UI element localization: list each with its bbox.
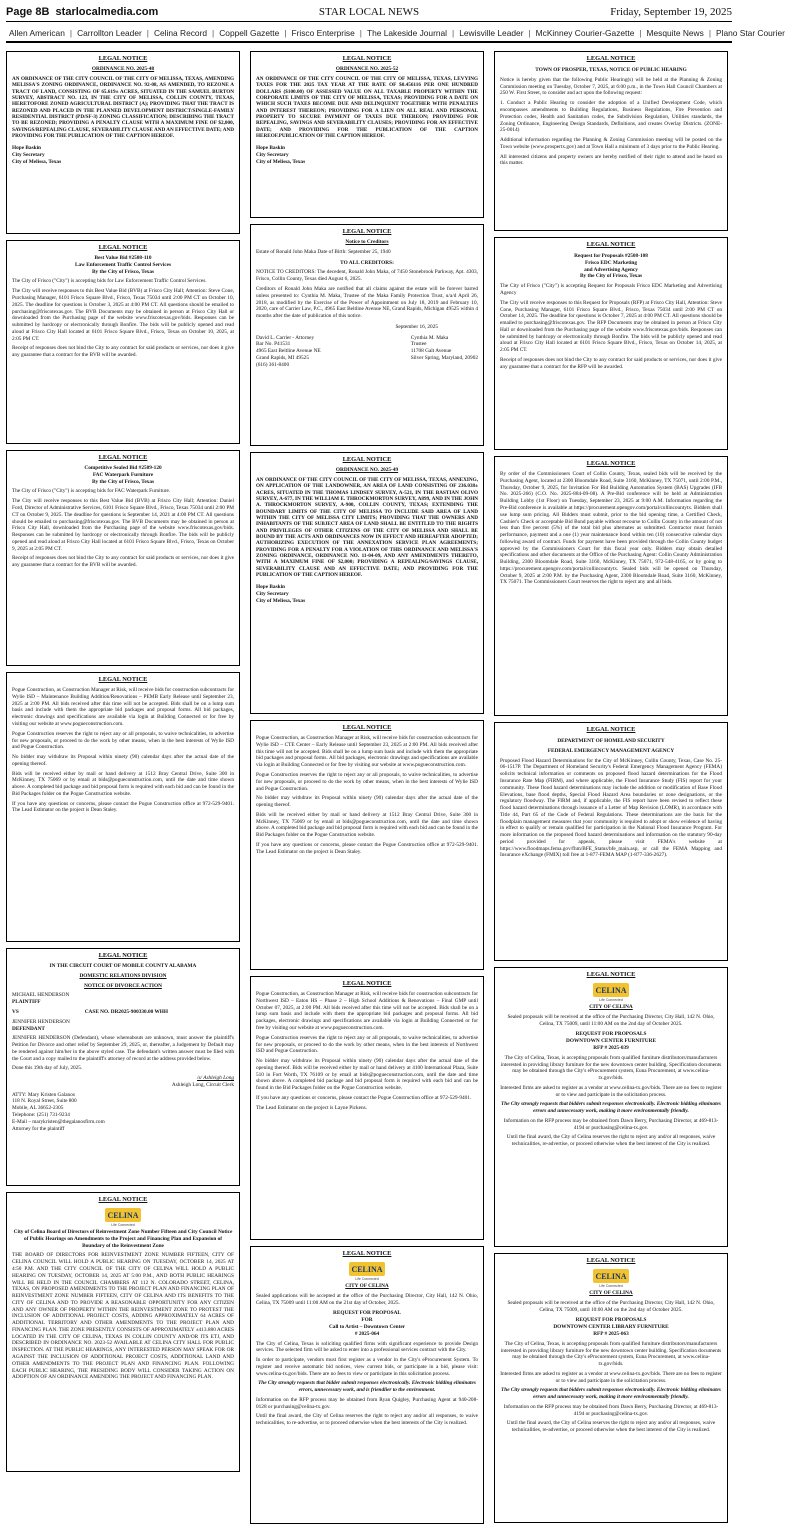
notice-heading: LEGAL NOTICE [342, 228, 392, 235]
notice-title: ORDINANCE NO. 2025-52 [335, 66, 399, 73]
paragraph: Information on the RFP process may be obtained from Dawn Berry, Purchasing Director, at 469-813-4194 or purchasing@celina-tx.gov. [503, 1403, 719, 1417]
rfp-line: REQUEST FOR PROPOSAL [333, 1310, 401, 1317]
paragraph: The City of Frisco ("City") is accepting bids for Law Enforcement Traffic Control Services. [12, 278, 207, 285]
notice-heading: LEGAL NOTICE [98, 676, 148, 683]
rfp-number: RFP # 2025-039 [593, 1045, 629, 1052]
notice-heading: LEGAL NOTICE [586, 460, 636, 467]
notice-title: TOWN OF PROSPER, TEXAS, NOTICE OF PUBLIC HEARING [535, 67, 687, 74]
attorney-line: 118 N. Royal Street, Suite 800 [12, 1098, 77, 1105]
clerk-name: Ashleigh Long, Circuit Clerk [171, 1081, 234, 1088]
paragraph: Additional information regarding the Planning & Zoning Commission meeting will be posted on the Town website (www.prospertx.gov) and at Town Hall a minimum of 3 days prior to the Public Hearing. [500, 137, 722, 150]
trustee-line: Silver Spring, Maryland, 20902 [410, 354, 478, 361]
paragraph: NOTICE TO CREDITORS: The decedent, Ronald John Maka, of 7450 Stonebrook Parkway, Apt. 4303, Frisco, Collin County, Texas died August 6, 2025. [256, 269, 478, 283]
rfp-line: DOWNTOWN CENTER LIBRARY FURNITURE [553, 1324, 669, 1331]
contact-blocks [256, 335, 478, 369]
column-middle [250, 51, 484, 1528]
rfp-title [256, 1310, 478, 1337]
attorney-line: E-Mail – marykristen@thegalanosfirm.com [12, 1118, 105, 1125]
signature [256, 145, 478, 165]
attorney-line: Grand Rapids, MI 49525 [256, 354, 309, 361]
rfp-number: RFP # 2025-063 [593, 1331, 629, 1338]
nav-item[interactable]: Celina Record [153, 27, 208, 38]
logo-tagline: Life Connected [355, 1277, 379, 1282]
signer-name: Hope Baskin [256, 145, 285, 152]
notice-heading: LEGAL NOTICE [342, 55, 392, 62]
notice-subtitle: Notice to Creditors [345, 239, 389, 246]
column-right [494, 51, 728, 1528]
page-number: Page 8B [6, 6, 50, 18]
notice-divorce-action [6, 948, 240, 1186]
notice-prosper-public-hearing [494, 51, 728, 231]
celina-logo-icon [591, 982, 631, 1002]
celina-logo-icon [591, 1268, 631, 1288]
signer-org: City of Melissa, Texas [256, 597, 306, 604]
trustee-line: 11708 Galt Avenue [410, 348, 452, 355]
attorney-line: ATTY: Mary Kristen Galanos [12, 1091, 75, 1098]
notice-date: September 16, 2025 [395, 323, 438, 330]
paragraph: The City of Celina, Texas, is accepting proposals from qualified furniture distributors/manufacturers interested in providing library furniture for the new downtown center building. Specification documents may be obtained through the City's eProcurement system, Euna Procurement, at www.celina-tx.gov/bids. [500, 1054, 722, 1082]
notice-celina-tirz-15 [6, 1192, 240, 1472]
paragraph: Pogue Construction reserves the right to reject any or all proposals, to waive technicalities, to advertise for new proposals, or proceed to do the work by other means, when in the best interests of Wylie ISD and Pogue Construction. [12, 730, 234, 751]
rfp-line: REQUEST FOR PROPOSALS [575, 1031, 647, 1038]
notice-title [500, 253, 722, 280]
estate-line: Estate of Ronald John Maka Date of Birth: September 25, 1940 [256, 248, 391, 255]
paper-name: STAR LOCAL NEWS [318, 6, 420, 18]
notice-title: ORDINANCE NO. 2025-48 [91, 66, 155, 73]
notice-heading: LEGAL NOTICE [586, 241, 636, 248]
attorney-block [256, 335, 321, 369]
notice-heading: LEGAL NOTICE [342, 456, 392, 463]
attorney-line: 4965 East Beltline Avenue NE [256, 348, 321, 355]
bid-issuer: By the City of Frisco, Texas [91, 268, 155, 275]
paragraph: All interested citizens and property owners are hereby notified of their right to attend and be heard on this matter. [500, 153, 722, 167]
paragraph: Pogue Construction reserves the right to reject any or all proposals, to waive technicalities, to advertise for new proposals, or proceed to do the work by other means, when in the best interests of Northwest ISD and Pogue Construction. [256, 1034, 478, 1055]
notice-celina-call-to-artist [250, 1246, 484, 1524]
site-link[interactable]: starlocalmedia.com [55, 6, 159, 18]
signer-title: City Secretary [256, 591, 289, 598]
paragraph: Proposed Flood Hazard Determinations for the City of McKinney, Collin County, Texas, Case No. 25-06-1517P. The Department of Homeland Security's Federal Emergency Management Agency (FEMA) solicits technical information or comments on proposed flood hazard determinations for the Flood Insurance Rate Map (FIRM), and where applicable, the Flood Insurance Study (FIS) report for your community. These flood hazard determinations may include the addition or modification of Base Flood Elevations, base flood depths, Special Flood Hazard Area boundaries or zone designations, or the regulatory floodway. The FIRM and, if applicable, the FIS report have been revised to reflect these flood hazard determinations through issuance of a Letter of Map Revision (LOMR), in accordance with Title 44, Part 65 of the Code of Federal Regulations. These determinations are the basis for the floodplain management measures that your community is required to adopt or show evidence of having in effect to qualify or remain qualified for participation in the National Flood Insurance Program. For more information on the proposed flood hazard determinations and information on the statutory 90-day period provided for appeals, please visit FEMA's website at https://www.floodmaps.fema.gov/fhm/BFE_Status/bfe_main.asp, or call the FEMA Mapping and Insurance eXchange (FMIX) toll free at 1-877-FEMA MAP (1-877-336-2627). [500, 757, 722, 859]
notice-body: AN ORDINANCE OF THE CITY COUNCIL OF THE CITY OF MELISSA, TEXAS, ANNEXING, ON APPLICATION OF THE LANDOWNER, AN AREA OF LAND CONSISTING OF 236.038± ACRES, SITUATED IN THE THOMAS LINDSEY SURVEY, A-521, IN THE BASTIAN OLIVO SURVEY, A-677, IN THE WILLIAM E. THROCKMORTON SURVEY, A899, AND IN THE JOHN A. THROCKMORTON SURVEY, A-900, COLLIN COUNTY, TEXAS; EXTENDING THE BOUNDARY LIMITS OF THE CITY OF MELISSA TO INCLUDE SAID AREA OF LAND WITHIN THE CITY OF MELISSA CITY LIMITS; PROVIDING THAT THE OWNERS AND INHABITANTS OF THE SUBJECT AREA OF LAND SHALL BE ENTITLED TO THE RIGHTS AND PRIVILEGES OF OTHER CITIZENS OF THE CITY OF MELISSA AND SHALL BE BOUND BY THE ACTS AND ORDINANCES NOW IN EFFECT AND HEREAFTER ADOPTED; AUTHORIZING EXECUTION OF THE ANNEXATION SERVICE PLAN AGREEMENTS; PROVIDING FOR A PENALTY FOR A VIOLATION OF THIS ORDINANCE AND MELISSA'S ZONING ORDINANCE, ORDINANCE NO. 11-04-09, AND ANY AMENDMENTS THERETO, WITH A MAXIMUM FINE OF $2,000; PROVIDING A REPEALING/SAVINGS CLAUSE, SEVERABILITY CLAUSE AND AN EFFECTIVE DATE; AND PROVIDING FOR THE PUBLICATION OF THE CAPTION HEREOF. [256, 476, 478, 579]
nav-item[interactable]: Carrollton Leader [77, 27, 142, 38]
paragraph: Receipt of responses does not bind the City to any contract for said products or services, nor does it give any guarantee that a contract for the BVB will be awarded. [12, 555, 234, 569]
rfp-number: Request for Proposals #2508-108 [574, 253, 648, 260]
paragraph: Pogue Construction, as Construction Manager at Risk, will receive bids for construction subcontracts for Wylie ISD – Maintenance Building Addition/Renovations – PEMB Early Release until September 23, 2025 at 2:00 PM. All bids received after this time will not be accepted. Bids shall be on a lump sum basis and include with them the appropriate bid packages and proposal forms. All bid packages, electronic drawings and specifications are available via login at Building Connected or for free by visiting our website at www.pogueconstruction.com. [12, 687, 234, 728]
to-creditors: TO ALL CREDITORS: [340, 259, 394, 266]
paragraph: If you have any questions or concerns, please contact the Pogue Construction office at 972-529-9401. The Lead Estimator on the project is Dean Staley. [12, 800, 234, 814]
paragraph: Receipt of responses does not bind the City to any contract for said products or services, nor does it give any guarantee that a contract for the RFP will be awarded. [500, 356, 722, 370]
clerk-signature: /s/ Ashleigh Long [197, 1075, 234, 1082]
trustee-line: Trustee [410, 341, 427, 348]
nav-item[interactable]: Coppell Gazette [219, 27, 280, 38]
notice-collin-county-bas [494, 456, 728, 716]
notice-title [12, 255, 234, 275]
city-name: CITY OF CELINA [589, 1290, 633, 1297]
paragraph: Sealed proposals will be received at the office of the Purchasing Director, City Hall, 142 N. Ohio, Celina, TX 75009, until 11:00 AM on the 2nd day of October 2025. [507, 1013, 715, 1027]
notice-northwest-eaton [250, 976, 484, 1240]
signer-name: Hope Baskin [256, 584, 285, 591]
notice-title [12, 465, 234, 485]
notice-title: NOTICE OF DIVORCE ACTION [84, 982, 162, 989]
attorney-line: Telephone: (251) 731-9234 [12, 1111, 70, 1118]
city-name: CITY OF CELINA [589, 1004, 633, 1011]
notice-heading: LEGAL NOTICE [98, 55, 148, 62]
city-name: CITY OF CELINA [345, 1283, 389, 1290]
court-division: DOMESTIC RELATIONS DIVISION [79, 972, 167, 979]
notice-heading: LEGAL NOTICE [98, 244, 148, 251]
notice-celina-rfp-2025-039 [494, 967, 728, 1247]
logo-text: CELINA [595, 986, 627, 996]
notice-ordinance-2025-52 [250, 51, 484, 218]
attorney-block [12, 1092, 234, 1133]
celina-logo-icon [103, 1207, 143, 1227]
paragraph: The City will receive responses to this Best Value Bid (BVB) at Frisco City Hall; Attention: Daniel Ford, Director of Administrative Services, 6101 Frisco Square Blvd., Frisco, Texas 75034 until 2:00 PM CT on October 9, 2025. The deadline for questions is September 14, 2021 at 4:00 PM CT. All questions should be emailed to purchasing@friscotexas.gov. The BVB Documents may be obtained in person at Frisco City Hall, downloaded from the Purchasing page of the website www.friscotexas.gov/bids. Responses can be submitted by hardcopy or electronically through Bonfire. The bids will be publicly opened and read aloud at Frisco City Hall located at 6101 Frisco Square Blvd., Frisco, Texas on October 9, 2025 at 2:05 PM CT. [12, 498, 234, 552]
notice-wylie-maintenance [6, 672, 240, 942]
nav-item[interactable]: McKinney Courier-Gazette [535, 27, 635, 38]
paragraph: The City of Frisco ("City") is accepting Request for Proposals Frisco EDC Marketing and Advertising Agency [500, 283, 722, 297]
notice-heading: LEGAL NOTICE [586, 1257, 636, 1264]
bid-number: Best Value Bid #2508-110 [94, 255, 152, 262]
notice-title: City of Celina Board of Directors of Reinvestment Zone Number Fifteen and City Council Notice of Public Hearings on Amendments to the Project and Financing Plan and Expansion of Boundary of the Reinvestment Zone [13, 1229, 233, 1249]
notice-heading: LEGAL NOTICE [586, 726, 636, 733]
paragraph: No bidder may withdraw its Proposal within ninety (90) calendar days after the actual date of the opening thereof. [256, 795, 478, 809]
paragraph: The City of Frisco ("City") is accepting bids for FAC Waterpark Furniture. [12, 488, 171, 495]
agency-subname: FEDERAL EMERGENCY MANAGEMENT AGENCY [547, 747, 675, 754]
bid-issuer: By the City of Frisco, Texas [91, 478, 155, 485]
plaintiff-role: PLAINTIFF [12, 999, 41, 1006]
paragraph: Sealed applications will be accepted at the office of the Purchasing Director, City Hall, 142 N. Ohio, Celina, TX 75009 until 11:00 AM on the 21st day of October, 2025. [256, 1292, 478, 1306]
paragraph: Until the final award, the City of Celina reserves the right to reject any and/or all responses, waive technicalities, re-advertise, or proceed otherwise when the best interest of the City is realized. [506, 1134, 716, 1148]
publication-nav: Allen American | Carrollton Leader | Celina Record | Coppell Gazette | Frisco Enterprise | The Lakeside Journal | Lewisville Leader | McKinney Courier-Gazette | Mesquite News | Plano Star Courier [6, 24, 732, 43]
rfp-issuer: By the City of Frisco, Texas [579, 273, 643, 280]
emphasis-paragraph: The City strongly requests that bidders submit responses electronically. Electronic bidding eliminates errors and unnecessary work, making it more environmentally friendly. [501, 1387, 721, 1401]
paragraph: Notice is hereby given that the following Public Hearing(s) will be held at the Planning & Zoning Commission meeting on Tuesday, October 7, 2025, at 6:00 p.m., in the Town Hall Council Chambers at 250 W. First Street, to consider and act upon the following request: [500, 76, 722, 97]
notice-bvb-2508-110 [6, 240, 240, 444]
nav-item[interactable]: The Lakeside Journal [366, 27, 448, 38]
signer-title: City Secretary [12, 152, 45, 159]
court-name: IN THE CIRCUIT COURT OF MOBILE COUNTY ALABAMA [49, 963, 197, 970]
case-number: CASE NO. DR2025-900330.00 WHH [84, 1009, 169, 1016]
paragraph: Pogue Construction, as Construction Manager at Risk, will receive bids for construction subcontracts for Wylie ISD – CTE Center – Early Release until September 23, 2025 at 2:00 PM. All bids received after this time will not be accepted. Bids shall be on a lump sum basis and include with them the appropriate bid packages and proposal forms. All bid packages, electronic drawings and specifications are available via login at Building Connected or for free by visiting our website at www.pogueconstruction.com. [256, 735, 478, 769]
attorney-line: Bar No. P41531 [256, 341, 291, 348]
paragraph: THE BOARD OF DIRECTORS FOR REINVESTMENT ZONE NUMBER FIFTEEN, CITY OF CELINA COUNCIL WILL HOLD A PUBLIC HEARING ON TUESDAY, OCTOBER 14, 2025 AT 4:50 P.M. AND THE CITY COUNCIL OF THE CITY OF CELINA WILL HOLD A PUBLIC HEARING ON TUESDAY, OCTOBER 14, 2025 AT 5:00 P.M., AND BOTH PUBLIC HEARINGS WILL BE HELD IN THE COUNCIL CHAMBERS AT 112 N. COLORADO STREET, CELINA, TEXAS, ON PROPOSED AMENDMENTS TO THE PROJECT PLAN AND FINANCING PLAN OF REINVESTMENT ZONE NUMBER FIFTEEN, CITY OF CELINA AND ITS BENEFITS TO THE CITY OF CELINA AND TO PROVIDE A REASONABLE OPPORTUNITY FOR ANY CITIZEN AND ANY OWNER OF PROPERTY WITHIN THE REINVESTMENT ZONE TO PROTEST THE INCLUSION OF ADDITIONAL PROJECT COSTS, ADDING APPROXIMATELY 64 ACRES OF ADDITIONAL TERRITORY AND OTHER AMENDMENTS TO THE PROJECT PLAN AND FINANCING PLAN. THE ZONE PRESENTLY CONSISTS OF APPROXIMATELY ±413.880 ACRES LOCATED IN THE CITY OF CELINA, TEXAS IN COLLIN COUNTY AND/OR ITS ETJ, AND DESCRIBED IN ORDINANCE NO. 2023-52 AVAILABLE AT CELINA CITY HALL FOR PUBLIC INSPECTION. AT THE PUBLIC HEARINGS, ANY INTERESTED PERSON MAY SPEAK FOR OR AGAINST THE INCLUSION OF ADDITIONAL PROJECT COSTS, ADDITIONAL LAND AND OTHER AMENDMENTS TO THE PROJECT PLAN AND FINANCING PLAN. FOLLOWING EACH PUBLIC HEARING, THE PRESIDING BODY WILL CONSIDER TAKING ACTION ON ADOPTION OF AN ORDINANCE AMENDING THE PROJECT AND FINANCING PLAN. [12, 1252, 234, 1381]
defendant-name: JENNIFER HENDERSON [12, 1018, 70, 1025]
logo-tagline: Life Connected [111, 1223, 135, 1228]
nav-item[interactable]: Frisco Enterprise [291, 27, 355, 38]
paragraph: Creditors of Ronald John Maka are notified that all claims against the estate will be forever barred unless presented to: Cynthia M. Maka, Trustee of the Maka Family Protection Trust, u/a/d April 26, 2018, as modified by the Exercise of the Power of Appointment on July 18, 2019 and February 10, 2020, care of Carrier Law, P.C., 4965 East Beltline Avenue NE, Grand Rapids, Michigan 49525 within 4 months after the date of publication of this notice. [256, 286, 478, 320]
versus: VS [12, 1009, 19, 1016]
paragraph: By order of the Commissioners Court of Collin County, Texas, sealed bids will be received by the Purchasing Agent, located at 2300 Bloomdale Road, Suite 3160, McKinney, TX 75071, until 2:00 P.M., Thursday, October 9, 2025, for Invitation For Bid Building Automation System (BAS) Upgrades (IFB No. 2025-266) (C.O. No. 2025-884-09-08). A Pre-Bid conference will be held at Administration Building Lobby (1st Floor) on Tuesday, September 23, 2025 at 9:00 A.M. Information regarding the Pre-Bid conference is available at https://procurement.opengov.com/portal/collincountytx. Bidders shall use lump sum pricing. All Bidders must submit, prior to the bid opening time, a Certified Check, Cashier's Check or acceptable Bid Bond payable without recourse to Collin County in the amount of not less than five percent (5%) of the total bid plus alternates as submitted. Contractor must furnish performance, payment and a one (1) year maintenance bond within ten (10) consecutive calendar days following award of contract. Funds for payment have been provided through the Collin County budget approved by the Commissioners Court for this fiscal year only. Bidders may obtain detailed specifications and other documents at the Office of the Purchasing Agent: Collin County Administration Building, 2300 Bloomdale Road, Suite 3160, McKinney, TX 75071, 972-548-4165, or by going to https://procurement.opengov.com/portal/collincountytx. Sealed bids will be opened on Thursday, October 9, 2025 at 2:00 P.M. by the Purchasing Agent, 2300 Bloomdale Road, Suite 3160, McKinney, TX 75071. The Commissioners Court reserves the right to reject any and all bids. [500, 471, 722, 586]
nav-item[interactable]: Lewisville Leader [459, 27, 524, 38]
notice-heading: LEGAL NOTICE [342, 1250, 392, 1257]
notice-fema-flood [494, 722, 728, 961]
notice-title: ORDINANCE NO. 2025-49 [335, 467, 399, 474]
logo-text: CELINA [351, 1265, 383, 1275]
bid-number: Competitive Sealed Bid #2509-120 [84, 465, 162, 472]
paragraph: No bidder may withdraw its Proposal within ninety (90) calendar days after the actual date of the opening thereof. [12, 754, 234, 767]
paragraph: Interested firms are asked to register as a vendor at www.celina-tx.gov/bids. There are no fees to register or to view and participate in the solicitation process. [500, 1084, 722, 1098]
paragraph: Pogue Construction reserves the right to reject any or all proposals, to waive technicalities, to advertise for new proposals, or proceed to do the work by other means, when in the best interests of Wylie ISD and Pogue Construction. [256, 772, 478, 792]
paragraph: If you have any questions or concerns, please contact the Pogue Construction office at 972-529-9401. [256, 1094, 472, 1101]
signer-title: City Secretary [256, 152, 289, 159]
paragraph: The City of Celina, Texas, is accepting proposals from qualified furniture distributors/manufacturers interested in providing library furniture for the new downtown center building. Specification documents may be obtained through the City's eProcurement system, Euna Procurement, at www.celina-tx.gov/bids. [500, 1340, 722, 1368]
rfp-subject: Frisco EDC Marketing [584, 259, 638, 266]
rfp-title [500, 1031, 722, 1051]
celina-logo-icon [347, 1261, 387, 1281]
notice-ordinance-2025-49 [250, 452, 484, 714]
rfp-line: REQUEST FOR PROPOSALS [575, 1317, 647, 1324]
paragraph: The Lead Estimator on the project is Layne Pickens. [256, 1104, 368, 1111]
notice-ordinance-2025-48 [6, 51, 240, 234]
paragraph: Until the final award, the City of Celina reserves the right to reject any and/or all responses, to waive technicalities, to re-advertise, or to proceed otherwise when the best interests of the City is realized. [256, 1413, 478, 1427]
notice-to-creditors [250, 224, 484, 446]
paragraph: Sealed proposals will be received at the office of the Purchasing Director, City Hall, 142 N. Ohio, Celina, TX 75009, until 10:00 AM on the 2nd day of October 2025. [507, 1299, 715, 1313]
paragraph: Bids will be received either by mail or hand delivery at 1512 Bray Central Drive, Suite 300 in McKinney, TX 75069 or by email at bids@pogueconstruction.com, until the date and time shown above. A completed bid package and bid proposal form is required with each bid and can be found in the Bid Packages folder on the Pogue Construction website. [12, 770, 234, 797]
paragraph: JENNIFER HENDERSON (Defendant), whose whereabouts are unknown, must answer the plaintiff's Petition for Divorce and other relief by September 29, 2025, or, thereafter, a Judgement by Default may be rendered against him/her in the above styled case. The defendant's written answer must be filed with the Court and a copy mailed to the plaintiff's attorney of record at the address provided below. [12, 1035, 234, 1062]
attorney-line: Attorney for the plaintiff [12, 1125, 65, 1132]
rfp-line: Call to Artist – Downtown Center [328, 1324, 406, 1331]
agency-name: DEPARTMENT OF HOMELAND SECURITY [557, 738, 665, 745]
attorney-line: Mobile, AL 36652-2305 [12, 1105, 64, 1112]
bid-subject: FAC Waterpark Furniture [92, 471, 154, 478]
case-line [12, 1009, 234, 1016]
paragraph: Until the final award, the City of Celina reserves the right to reject any and/or all responses, waive technicalities, re-advertise, or proceed otherwise when the best interest of the City is realized. [506, 1420, 716, 1434]
logo-tagline: Life Connected [599, 998, 623, 1003]
paragraph: Done this 19th day of July, 2025. [12, 1065, 83, 1072]
notice-rfp-2508-108 [494, 237, 728, 450]
rfp-number: # 2025-064 [354, 1330, 380, 1337]
notice-body: AN ORDINANCE OF THE CITY COUNCIL OF THE CITY OF MELISSA, TEXAS, AMENDING MELISSA'S ZONING ORDINANCE, ORDINANCE NO. 92-08, AS AMENDED, TO REZONE A TRACT OF LAND, CONSISTING OF 65.619± ACRES, SITUATED IN THE SAMUEL BURTON SURVEY, ABSTRACT NO. 123, IN THE CITY OF MELISSA, COLLIN COUNTY, TEXAS, HERETOFORE ZONED AGRICULTURAL DISTRICT (A); PROVIDING THAT THE TRACT IS REZONED AND PLACED IN THE PLANNED DEVELOPMENT DISTRICT/SINGLE-FAMILY RESIDENTIAL DISTRICT (PD/SF-3) ZONING CLASSIFICATION; DESCRIBING THE TRACT TO BE REZONED; PROVIDING A PENALTY CLAUSE WITH A MAXIMUM FINE OF $2,000, SAVINGS/REPEALING CLAUSE, SEVERABILITY CLAUSE AND AN EFFECTIVE DATE; AND PROVIDING FOR THE PUBLICATION OF THE CAPTION HEREOF. [12, 75, 235, 140]
paragraph: Information on the RFP process may be obtained from Dawn Berry, Purchasing Director, at 469-813-4194 or purchasing@celina-tx.gov. [503, 1117, 719, 1131]
trustee-block [411, 335, 478, 369]
logo-text: CELINA [107, 1211, 139, 1221]
bid-subject: Law Enforcement Traffic Control Services [74, 261, 172, 268]
signature [256, 584, 478, 604]
rfp-subject: and Advertising Agency [584, 266, 638, 273]
column-left [6, 51, 240, 1528]
notice-heading: LEGAL NOTICE [342, 724, 392, 731]
notice-heading: LEGAL NOTICE [98, 952, 148, 959]
signer-org: City of Melissa, Texas [256, 158, 306, 165]
paragraph: The City will receive responses to this Best Value Bid (BVB) at Frisco City Hall; Attention: Steve Cone, Purchasing Manager, 6101 Frisco Square Blvd., Frisco, Texas 75034 until 2:00 PM CT on October 10, 2025. The deadline for questions is October 3, 2025 at 4:00 PM CT. All questions should be emailed to purchasing@friscotexas.gov. The BVB Documents may be obtained in person at Frisco City Hall or downloaded from the Purchasing page of the website www.friscotexas.gov/bids. Responses can be submitted by hardcopy or electronically through Bonfire. The bids will be publicly opened and read aloud at Frisco City Hall located at 6101 Frisco Square Blvd., Frisco, Texas on October 10, 2025, at 2:05 PM CT. [12, 288, 234, 342]
paragraph: No bidder may withdraw its Proposal within ninety (90) calendar days after the actual date of the opening thereof. Bids will be received either by mail or hand delivery at 4100 International Plaza, Suite 510 in Fort Worth, TX 76109 or by email at bids@pogueconstruction.com, until the date and time shown above. A completed bid package and bid proposal form is required with each bid and can be found in the Bid Packages folder on the Pogue Construction website. [256, 1058, 478, 1092]
notice-csb-2509-120 [6, 450, 240, 666]
notice-heading: LEGAL NOTICE [98, 454, 148, 461]
paragraph: Receipt of responses does not bind the City to any contract for said products or services, nor does it give any guarantee that a contract for the BVB will be awarded. [12, 345, 234, 359]
issue-date: Friday, September 19, 2025 [610, 6, 732, 18]
notice-celina-rfp-2025-063 [494, 1253, 728, 1523]
attorney-line: David L. Carrier - Attorney [256, 334, 315, 341]
trustee-line: Cynthia M. Maka [410, 334, 449, 341]
rfp-line: DOWNTOWN CENTER FURNITURE [566, 1038, 656, 1045]
paragraph: Bids will be received either by mail or hand delivery at 1512 Bray Central Drive, Suite 300 in McKinney, TX 75069 or by email at bids@pogueconstruction.com, until the date and time shown above. A completed bid package and bid proposal form is required with each bid and can be found in the Bid Packages folder on the Pogue Construction website. [256, 811, 478, 839]
paragraph: Interested firms are asked to register as a vendor at www.celina-tx.gov/bids. There are no fees to register or to view and participate in the solicitation process. [500, 1370, 722, 1384]
page-header [6, 4, 732, 22]
logo-text: CELINA [595, 1272, 627, 1282]
signature [12, 145, 234, 165]
rfp-line: FOR [361, 1317, 373, 1324]
notice-wylie-cte [250, 720, 484, 970]
attorney-line: (616) 361-8400 [256, 361, 290, 368]
notice-heading: LEGAL NOTICE [342, 980, 392, 987]
notice-heading: LEGAL NOTICE [586, 971, 636, 978]
paragraph: If you have any questions or concerns, please contact the Pogue Construction office at 972-529-9401. The Lead Estimator on the project is Dean Staley. [256, 841, 478, 855]
defendant-role: DEFENDANT [12, 1025, 45, 1032]
signer-name: Hope Baskin [12, 145, 41, 152]
nav-item[interactable]: Allen American [9, 27, 65, 38]
signer-org: City of Melissa, Texas [12, 158, 62, 165]
emphasis-paragraph: The City strongly requests that bidders submit responses electronically. Electronic bidding eliminates errors and unnecessary work, making it more environmentally friendly. [501, 1101, 721, 1115]
paragraph: The City will receive responses to this Request for Proposals (RFP) at Frisco City Hall, Attention: Steve Cone, Purchasing Manager, 6101 Frisco Square Blvd., Frisco, Texas 75034 until 2:00 PM CT on October 14, 2025. The deadline for questions is October 7, 2025 at 4:00 PM CT. All questions should be emailed to purchasing@friscotexas.gov. The RFP Documents may be obtained in person at Frisco City Hall or downloaded from the Purchasing page of the website www.friscotexas.gov/bids. Responses can be submitted by hardcopy or electronically through Bonfire. The bids will be publicly opened and read aloud at Frisco City Hall located at 6101 Frisco Square Blvd., Frisco, Texas on October 14, 2025, at 2:05 PM CT. [500, 299, 722, 354]
paragraph: The City of Celina, Texas is soliciting qualified firms with significant experience to provide Design services. The selected firm will be asked to enter into a professional services contract with the City. [256, 1340, 478, 1354]
paragraph: 1. Conduct a Public Hearing to consider the adoption of a Unified Development Code, which encompasses amendments to Building Regulations, Business Regulations, Fire Prevention and Protection codes, Health and Sanitation codes, the Subdivision Regulation, Utilities standards, the Zoning Ordinance, Engineering Design Standards, Definitions, and creates Overlay Districts. (ZONE-25-0014) [500, 100, 722, 134]
emphasis-paragraph: The City strongly requests that bidder submit responses electronically. Electronic bidding eliminates errors, unnecessary work, and is friendlier to the environment. [258, 1380, 476, 1394]
nav-item[interactable]: Mesquite News [646, 27, 704, 38]
paragraph: In order to participate, vendors must first register as a vendor in the City's eProcurement System. To register and receive automatic bid notices, view current bids, or participate in a bid, please visit: www.celina-tx.gov/bids. There are no fees to view or participate in this solicitation process. [256, 1357, 478, 1377]
logo-tagline: Life Connected [599, 1284, 623, 1289]
paragraph: Pogue Construction, as Construction Manager at Risk, will receive bids for construction subcontracts for Northwest ISD – Eaton HS – Phase 2 – High School Additions & Renovations – Final GMP until October 07, 2025, at 2:00 PM. All bids received after this time will not be accepted. Bids shall be on a lump sum basis and include with them the appropriate bid packages and proposal forms. All bid packages, electronic drawings and specifications are available via login at Building Connected or for free by visiting our website at www.pogueconstruction.com. [256, 991, 478, 1032]
plaintiff-name: MICHAEL HENDERSON [12, 992, 70, 999]
notice-body: AN ORDINANCE OF THE CITY COUNCIL OF THE CITY OF MELISSA, TEXAS, LEVYING TAXES FOR THE 2025 TAX YEAR AT THE RATE OF $0.456116 PER ONE HUNDRED DOLLARS ($100.00) OF ASSESSED VALUE ON ALL TAXABLE PROPERTY WITHIN THE CORPORATE LIMITS OF THE CITY OF MELISSA, TEXAS; PROVIDING FOR A DATE ON WHICH SUCH TAXES BECOME DUE AND DELINQUENT TOGETHER WITH PENALTIES AND INTEREST THEREON; PROVIDING FOR A LIEN ON ALL REAL AND PERSONAL PROPERTY TO SECURE PAYMENT OF TAXES DUE THEREON; PROVIDING FOR REPEALING, SAVINGS AND SEVERABILITY CLAUSES; PROVIDING FOR AN EFFECTIVE DATE; AND PROVIDING FOR THE PUBLICATION OF THE CAPTION HEREOF.PUBLICATION OF THE CAPTION HEREOF. [256, 75, 478, 140]
nav-item[interactable]: Plano Star Courier [716, 27, 785, 38]
notice-heading: LEGAL NOTICE [98, 1196, 148, 1203]
notice-heading: LEGAL NOTICE [586, 55, 636, 62]
paragraph: Information on the RFP process may be obtained from Ryan Quigley, Purchasing Agent at 940-208-0128 or purchasing@celina-tx.gov. [256, 1396, 478, 1410]
rfp-title [500, 1317, 722, 1337]
